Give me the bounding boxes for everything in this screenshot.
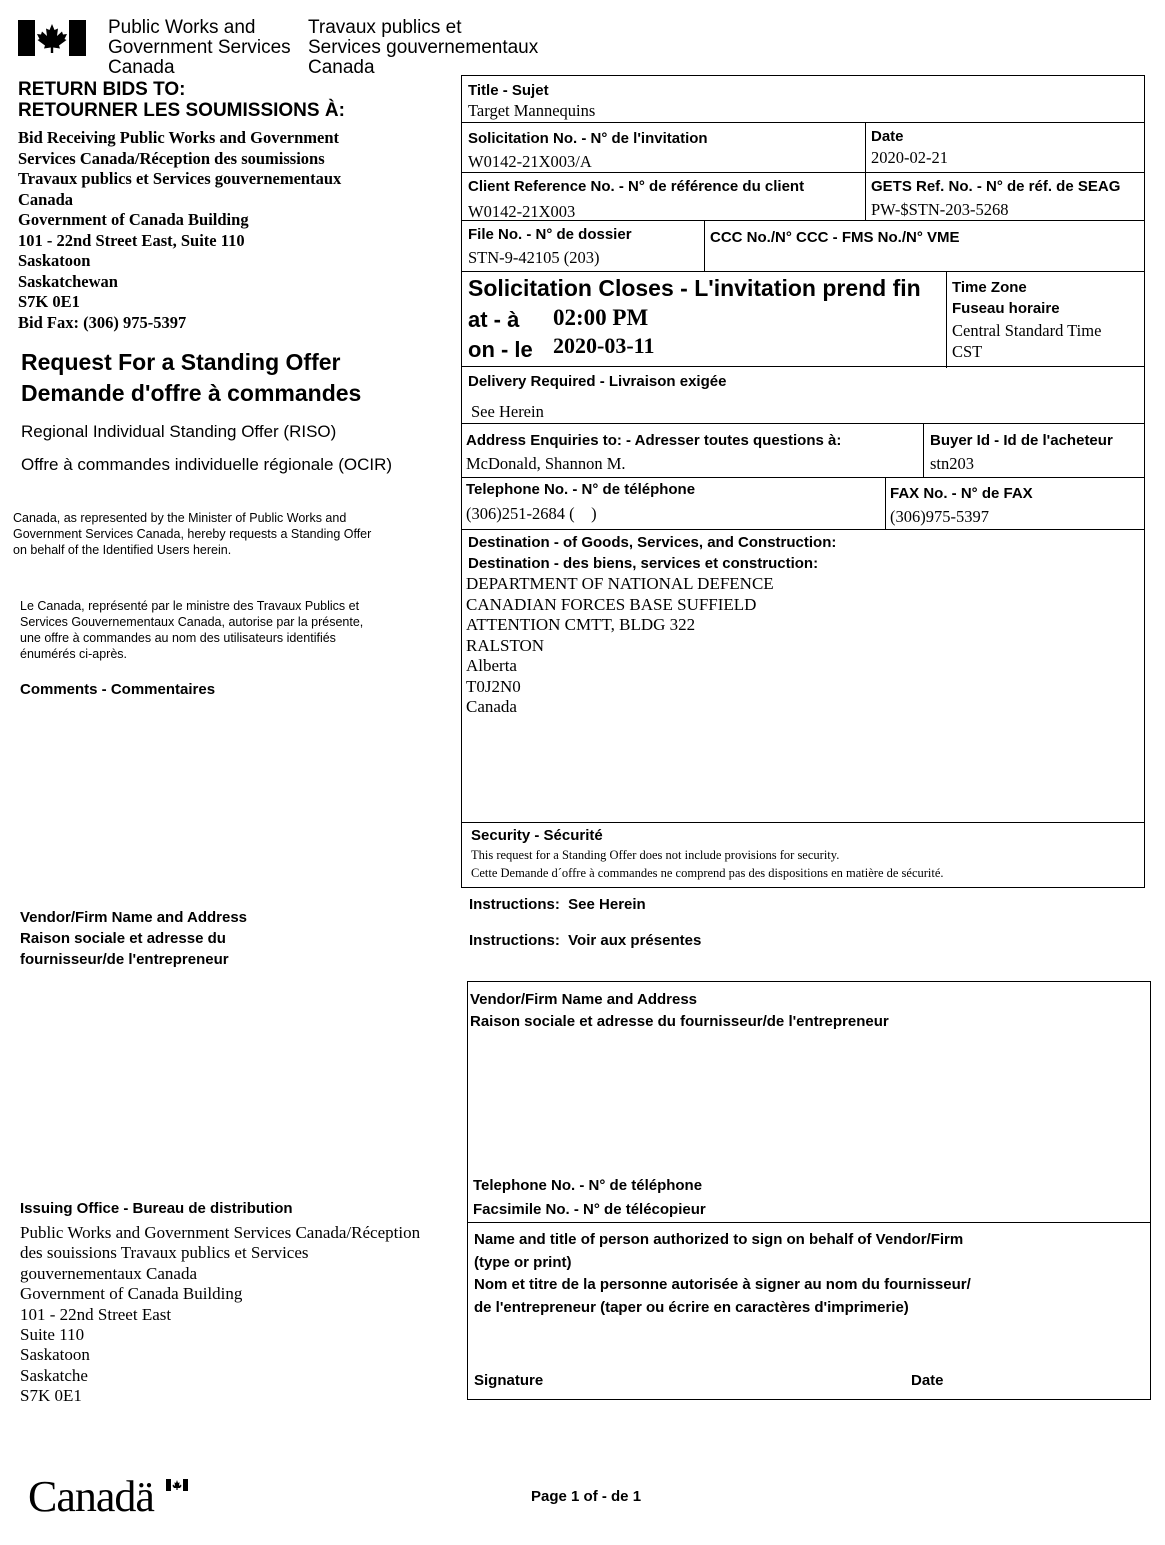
time-zone-abbr: CST xyxy=(952,342,983,361)
vendor-name-label-fr: Raison sociale et adresse du fournisseur/de l'entrepreneur xyxy=(470,1013,889,1030)
destination-address: DEPARTMENT OF NATIONAL DEFENCE CANADIAN FORCES BASE SUFFIELD ATTENTION CMTT, BLDG 322 RALSTON Alberta T0J2N0 Canada xyxy=(466,574,774,716)
signature-label: Signature xyxy=(474,1372,544,1389)
security-text-en: This request for a Standing Offer does not include provisions for security. xyxy=(471,848,840,862)
gets-reference-value: PW-$STN-203-5268 xyxy=(871,200,1009,219)
fax-value: (306)975-5397 xyxy=(890,507,989,526)
instructions-fr: Instructions: Voir aux présentes xyxy=(469,932,702,949)
buyer-id-label: Buyer Id - Id de l'acheteur xyxy=(930,432,1113,449)
return-bids-heading-fr: RETOURNER LES SOUMISSIONS À: xyxy=(18,100,345,121)
request-title-fr: Demande d'offre à commandes xyxy=(21,380,362,406)
solicitation-closes-label: Solicitation Closes - L'invitation prend fin xyxy=(468,275,921,301)
authorized-person-label: Name and title of person authorized to sign on behalf of Vendor/Firm (type or print) Nom et titre de la personne autorisée à signer au nom du fournisseur/ de l'entrepreneur (taper ou écrire en caractères d'imprimerie) xyxy=(474,1231,971,1316)
delivery-required-label: Delivery Required - Livraison exigée xyxy=(468,373,727,390)
security-label: Security - Sécurité xyxy=(471,827,603,844)
department-name-en: Public Works and Government Services Canada xyxy=(108,17,291,78)
return-bids-address: Bid Receiving Public Works and Government Services Canada/Réception des soumissions Travaux publics et Services gouvernementaux Canada Government of Canada Building 101 - 22nd Street East, Suite 110 Saskatoon Saskatchewan S7K 0E1 Bid Fax: (306) 975-5397 xyxy=(18,128,342,332)
page-number: Page 1 of - de 1 xyxy=(531,1488,642,1505)
issuing-office-address: Public Works and Government Services Canada/Réception des souissions Travaux publics et Services gouvernementaux Canada Government of Canada Building 101 - 22nd Street East Suite 110 Saskatoon Saskatche S7K 0E1 xyxy=(20,1223,421,1406)
vendor-facsimile-label: Facsimile No. - N° de télécopieur xyxy=(473,1201,706,1218)
closes-on-value: 2020-03-11 xyxy=(553,333,655,358)
department-name-fr: Travaux publics et Services gouvernementaux Canada xyxy=(308,17,539,78)
vendor-telephone-label: Telephone No. - N° de téléphone xyxy=(473,1177,703,1194)
comments-label: Comments - Commentaires xyxy=(20,681,216,698)
vendor-name-label-en: Vendor/Firm Name and Address xyxy=(470,991,698,1008)
telephone-label: Telephone No. - N° de téléphone xyxy=(466,481,696,498)
date-value: 2020-02-21 xyxy=(871,148,948,167)
enquiries-value: McDonald, Shannon M. xyxy=(466,454,626,473)
fuseau-horaire-label: Fuseau horaire xyxy=(952,300,1060,317)
client-reference-label: Client Reference No. - N° de référence du client xyxy=(468,178,805,195)
client-reference-value: W0142-21X003 xyxy=(468,202,576,221)
vendor-left-label: Vendor/Firm Name and Address Raison sociale et adresse du fournisseur/de l'entrepreneur xyxy=(20,909,248,968)
issuing-office-label: Issuing Office - Bureau de distribution xyxy=(20,1200,293,1217)
time-zone-value: Central Standard Time xyxy=(952,321,1102,340)
return-bids-heading-en: RETURN BIDS TO: xyxy=(18,79,186,100)
canada-wordmark-logo: Canadä xyxy=(28,1472,154,1521)
delivery-required-value: See Herein xyxy=(471,402,544,421)
solicitation-number-label: Solicitation No. - N° de l'invitation xyxy=(468,130,708,147)
closes-on-label: on - le xyxy=(468,337,533,362)
closes-at-value: 02:00 PM xyxy=(553,305,649,330)
date-label: Date xyxy=(871,128,904,145)
wordmark-flag-icon xyxy=(166,1479,188,1491)
solicitation-number-value: W0142-21X003/A xyxy=(468,152,592,171)
request-statement-en: Canada, as represented by the Minister of Public Works and Government Services Canada, hereby requests a Standing Offer on behalf of the Identified Users herein. xyxy=(13,511,372,557)
offer-type-en: Regional Individual Standing Offer (RISO) xyxy=(21,422,337,441)
signature-date-label: Date xyxy=(911,1372,944,1389)
ccc-number-label: CCC No./N° CCC - FMS No./N° VME xyxy=(710,229,960,246)
security-text-fr: Cette Demande d´offre à commandes ne comprend pas des dispositions en matière de sécurité. xyxy=(471,866,944,880)
destination-label-en: Destination - of Goods, Services, and Construction: xyxy=(468,534,837,551)
request-title-en: Request For a Standing Offer xyxy=(21,349,341,375)
telephone-value: (306)251-2684 ( ) xyxy=(466,504,597,523)
gets-reference-label: GETS Ref. No. - N° de réf. de SEAG xyxy=(871,178,1121,195)
title-value: Target Mannequins xyxy=(468,101,596,120)
fax-label: FAX No. - N° de FAX xyxy=(890,485,1033,502)
file-number-value: STN-9-42105 (203) xyxy=(468,248,600,267)
time-zone-label: Time Zone xyxy=(952,279,1027,296)
buyer-id-value: stn203 xyxy=(930,454,975,473)
request-statement-fr: Le Canada, représenté par le ministre des Travaux Publics et Services Gouvernementaux Canada, autorise par la présente, une offre à commandes au nom des utilisateurs identifiés énumérés ci-après. xyxy=(20,599,364,661)
file-number-label: File No. - N° de dossier xyxy=(468,226,632,243)
closes-at-label: at - à xyxy=(468,307,520,332)
canada-flag-icon xyxy=(18,20,86,56)
offer-type-fr: Offre à commandes individuelle régionale (OCIR) xyxy=(21,455,393,474)
instructions-en: Instructions: See Herein xyxy=(469,896,646,913)
title-label: Title - Sujet xyxy=(468,82,549,99)
destination-label-fr: Destination - des biens, services et construction: xyxy=(468,555,819,572)
enquiries-label: Address Enquiries to: - Adresser toutes questions à: xyxy=(466,432,842,449)
